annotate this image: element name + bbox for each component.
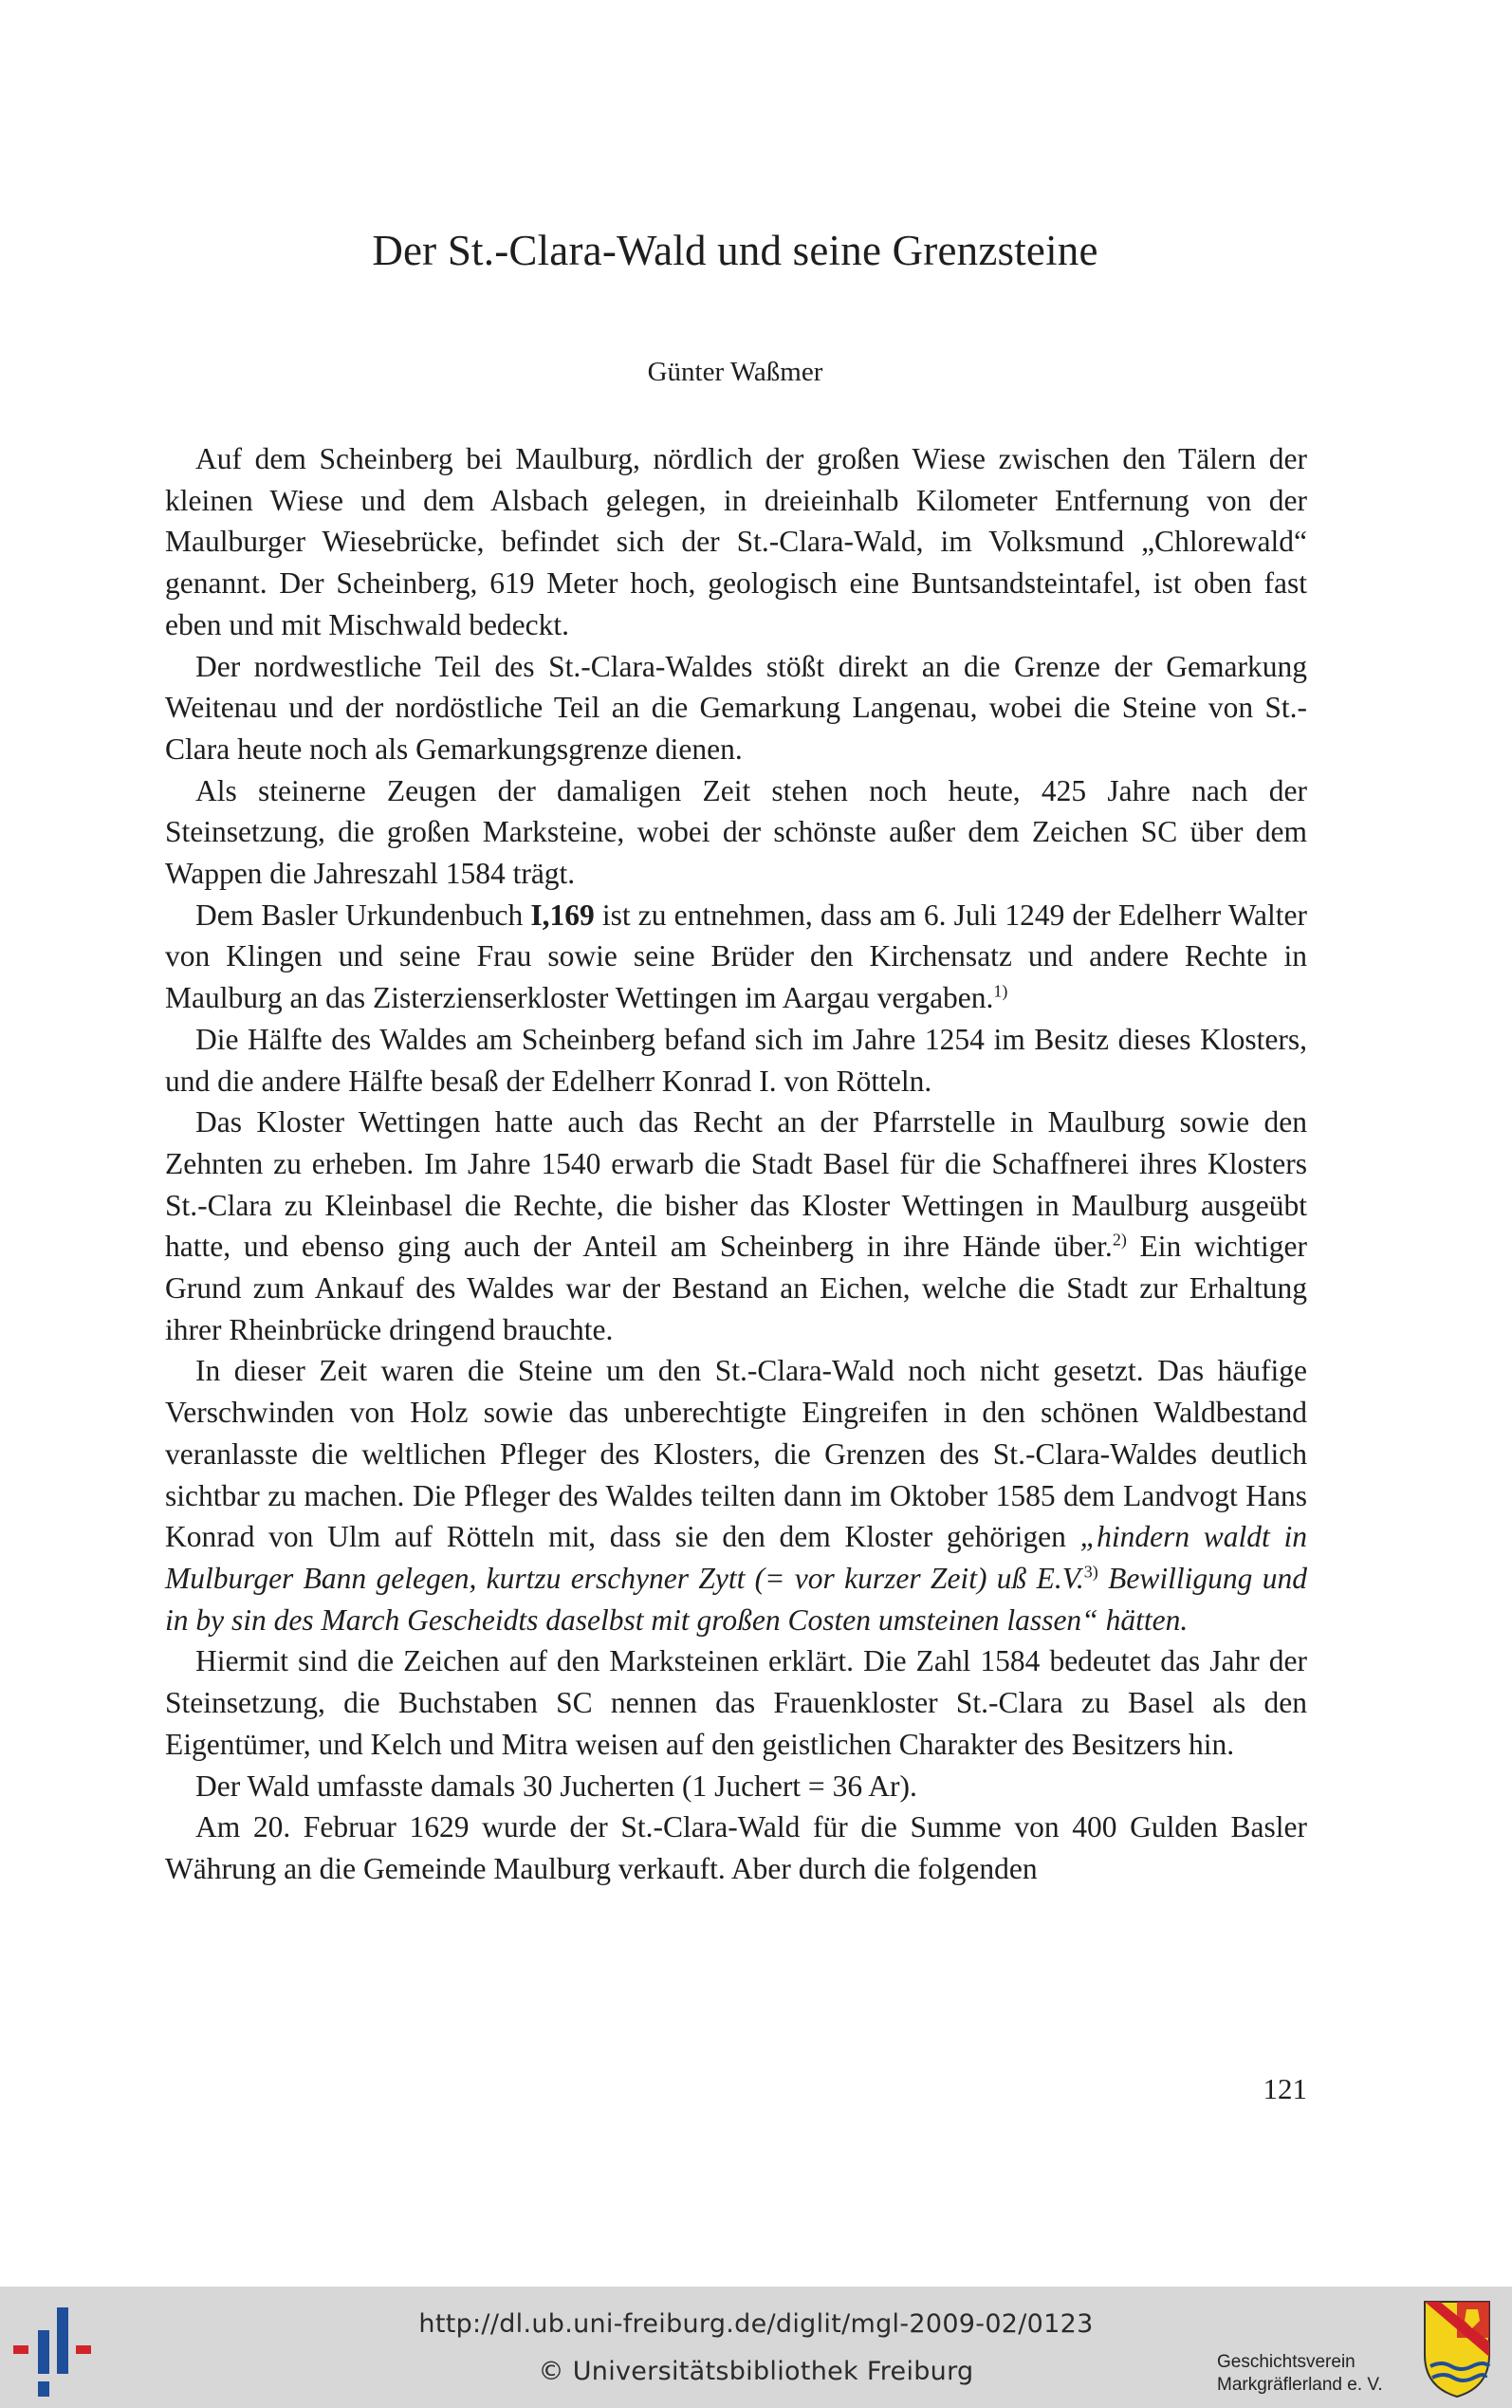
article-body bbox=[165, 438, 1307, 1890]
page-number: 121 bbox=[1263, 2072, 1307, 2105]
p4-reference: I,169 bbox=[530, 898, 595, 932]
p4-text-b: ist zu entnehmen, dass am 6. Juli 1249 der Edelherr Walter von Klingen und seine Frau sowie seine Brüder den Kirchensatz und andere Rechte in Maulburg an das Zisterzienserkloster Wettingen im Aargau vergaben. bbox=[165, 898, 1308, 1015]
footnote-ref-2: 2) bbox=[1112, 1230, 1127, 1250]
copyright-notice: © Universitätsbibliothek Freiburg bbox=[538, 2357, 974, 2386]
paragraph-10: Am 20. Februar 1629 wurde der St.-Clara-Wald für die Summe von 400 Gulden Basler Währung an die Gemeinde Maulburg verkauft. Aber durch die folgenden bbox=[165, 1810, 1307, 1885]
footnote-ref-3: 3) bbox=[1083, 1562, 1098, 1582]
article-author: Günter Waßmer bbox=[647, 357, 823, 387]
paragraph-9: Der Wald umfasste damals 30 Jucherten (1 Juchert = 36 Ar). bbox=[195, 1769, 917, 1803]
paragraph-6 bbox=[165, 1102, 1307, 1350]
society-name bbox=[1217, 2351, 1435, 2397]
paragraph-7 bbox=[165, 1350, 1307, 1640]
p4-text-a: Dem Basler Urkundenbuch bbox=[195, 898, 531, 932]
paragraph-8: Hiermit sind die Zeichen auf den Marksteinen erklärt. Die Zahl 1584 bedeutet das Jahr der Steinsetzung, die Buchstaben SC nennen das Frauenkloster St.-Clara zu Basel als den Eigentümer, und Kelch und Mitra weisen auf den geistlichen Charakter des Besitzers hin. bbox=[165, 1644, 1307, 1761]
paragraph-3: Als steinerne Zeugen der damaligen Zeit stehen noch heute, 425 Jahre nach der Steinsetzung, die großen Marksteine, wobei der schönste außer dem Zeichen SC über dem Wappen die Jahreszahl 1584 trägt. bbox=[165, 773, 1307, 891]
paragraph-4 bbox=[165, 895, 1307, 1019]
p7-text-b: hätten. bbox=[1097, 1602, 1189, 1637]
p6-text-b: Ein wichtiger Grund zum Ankauf des Waldes war der Bestand an Eichen, welche die Stadt zur Erhaltung ihrer Rheinbrücke dringend brauchte. bbox=[165, 1230, 1307, 1346]
society-line-2: Markgräflerland e. V. bbox=[1217, 2375, 1383, 2395]
paragraph-1: Auf dem Scheinberg bei Maulburg, nördlich der großen Wiese zwischen den Tälern der kleinen Wiese und dem Alsbach gelegen, in dreieinhalb Kilometer Entfernung von der Maulburger Wiesebrücke, befindet sich der St.-Clara-Wald, im Volksmund „Chlorewald“ genannt. Der Scheinberg, 619 Meter hoch, geologisch eine Buntsandsteintafel, ist oben fast eben und mit Mischwald bedeckt. bbox=[165, 442, 1307, 641]
p7-quote-b: Bewilligung und in by sin des March Gescheidts daselbst mit großen Costen umsteinen lassen“ bbox=[165, 1561, 1307, 1637]
footnote-ref-1: 1) bbox=[993, 981, 1008, 1001]
p6-text-a: Das Kloster Wettingen hatte auch das Recht an der Pfarrstelle in Maulburg sowie den Zehnten zu erheben. Im Jahre 1540 erwarb die Stadt Basel für die Schaffnerei ihres Klosters St.-Clara zu Kleinbasel die Rechte, die bisher das Kloster Wettingen in Maulburg ausgeübt hatte, und ebenso ging auch der Anteil am Scheinberg in ihre Hände über. bbox=[165, 1105, 1307, 1264]
article-title: Der St.-Clara-Wald und seine Grenzsteine bbox=[372, 227, 1098, 274]
society-line-1: Geschichtsverein bbox=[1217, 2352, 1355, 2372]
paragraph-2: Der nordwestliche Teil des St.-Clara-Waldes stößt direkt an die Grenze der Gemarkung Weitenau und der nordöstliche Teil an die Gemarkung Langenau, wobei die Steine von St.-Clara heute noch als Gemarkungsgrenze dienen. bbox=[165, 649, 1307, 766]
paragraph-5: Die Hälfte des Waldes am Scheinberg befand sich im Jahre 1254 im Besitz dieses Klosters, und die andere Hälfte besaß der Edelherr Konrad I. von Rötteln. bbox=[165, 1022, 1307, 1098]
p7-quote-a: „hindern waldt in Mulburger Bann gelegen, kurtzu erschyner Zytt (= vor kurzer Zeit) uß E.V. bbox=[165, 1520, 1307, 1595]
permalink-url[interactable]: http://dl.ub.uni-freiburg.de/diglit/mgl-2009-02/0123 bbox=[418, 2309, 1094, 2339]
footer-bar bbox=[0, 2287, 1512, 2408]
p7-text-a: In dieser Zeit waren die Steine um den St.-Clara-Wald noch nicht gesetzt. Das häufige Verschwinden von Holz sowie das unberechtigte Eingreifen in den schönen Waldbestand veranlasste die weltlichen Pfleger des Klosters, die Grenzen des St.-Clara-Waldes deutlich sichtbar zu machen. Die Pfleger des Waldes teilten dann im Oktober 1585 dem Landvogt Hans Konrad von Ulm auf Rötteln mit, dass sie den dem Kloster gehörigen bbox=[165, 1354, 1307, 1554]
society-crest-icon bbox=[1423, 2300, 1491, 2399]
